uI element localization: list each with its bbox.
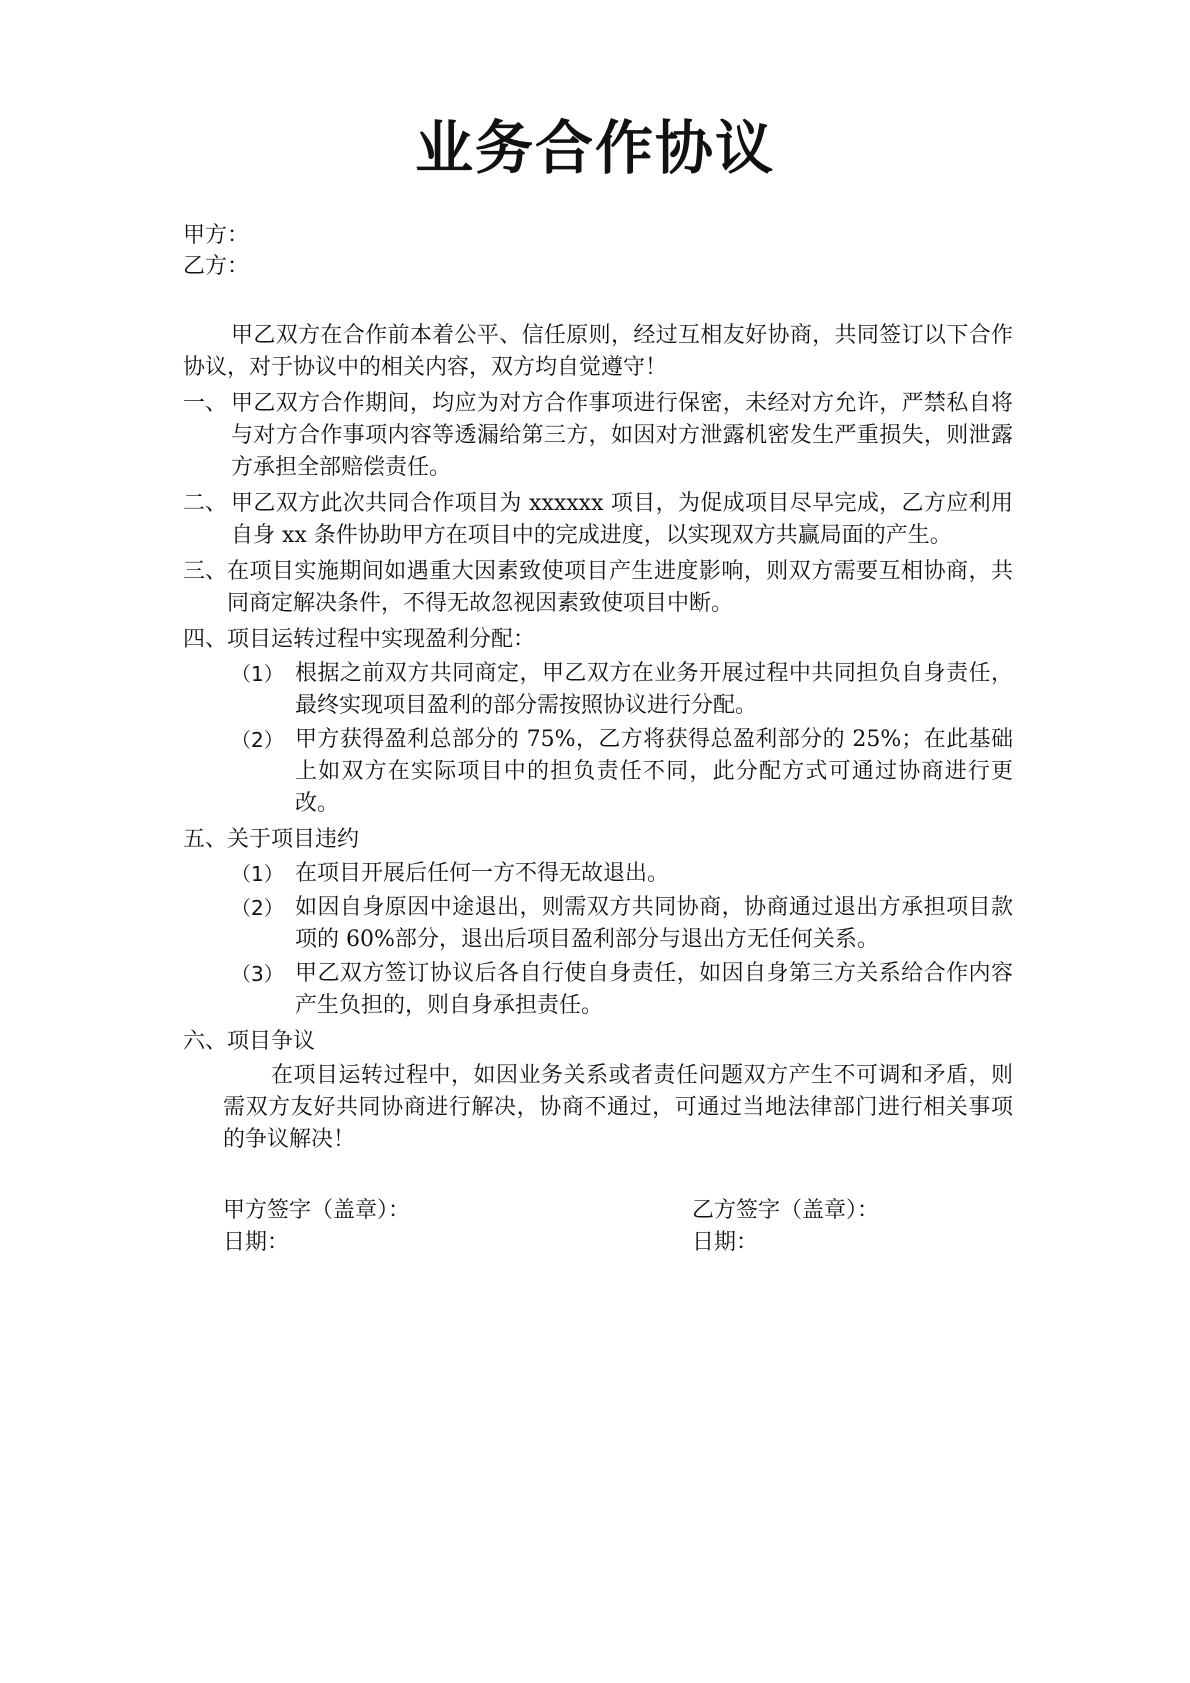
section-5-item-3 [183,958,1013,1022]
item-text: 如因自身原因中途退出，则需双方共同协商，协商通过退出方承担项目款项的 60%部分，退出后项目盈利部分与退出方无任何关系。 [295,895,1013,952]
clause-text: 甲乙双方合作期间，均应为对方合作事项进行保密，未经对方允许，严禁私自将与对方合作事项内容等透漏给第三方，如因对方泄露机密发生严重损失，则泄露方承担全部赔偿责任。 [231,391,1013,480]
section-6-heading: 六、项目争议 [183,1029,316,1054]
clause-text: 甲乙双方此次共同合作项目为 xxxxxx 项目，为促成项目尽早完成，乙方应利用自身 xx 条件协助甲方在项目中的完成进度，以实现双方共赢局面的产生。 [231,491,1013,548]
clause-number: 一、 [183,391,228,416]
clause-2 [183,488,1013,552]
section-5-item-1 [183,858,1013,890]
section-5-heading: 五、关于项目违约 [183,827,360,852]
clause-number: 三、 [183,559,228,584]
clause-text: 在项目实施期间如遇重大因素致使项目产生进度影响，则双方需要互相协商，共同商定解决条件，不得无故忽视因素致使项目中断。 [227,559,1013,616]
party-a-date-label: 日期： [223,1230,290,1255]
clause-number: 二、 [183,491,228,516]
intro-paragraph: 甲乙双方在合作前本着公平、信任原则，经过互相友好协商，共同签订以下合作协议，对于协议中的相关内容，双方均自觉遵守！ [183,323,1013,380]
spacer [183,282,1013,320]
party-b-date-label: 日期： [692,1230,759,1255]
item-number: （3） [231,962,284,986]
item-text: 甲乙双方签订协议后各自行使自身责任，如因自身第三方关系给合作内容产生负担的，则自身承担责任。 [295,961,1013,1018]
item-text: 在项目开展后任何一方不得无故退出。 [295,861,670,886]
party-a-label: 甲方： [183,223,250,248]
item-text: 根据之前双方共同商定，甲乙双方在业务开展过程中共同担负自身责任，最终实现项目盈利的部分需按照协议进行分配。 [295,661,1013,718]
section-6-text: 在项目运转过程中，如因业务关系或者责任问题双方产生不可调和矛盾，则需双方友好共同协商进行解决，协商不通过，可通过当地法律部门进行相关事项的争议解决！ [223,1063,1013,1152]
clause-1 [183,388,1013,484]
item-text: 甲方获得盈利总部分的 75%，乙方将获得总盈利部分的 25%；在此基础上如双方在实际项目中的担负责任不同，此分配方式可通过协商进行更改。 [295,727,1013,816]
document-title: 业务合作协议 [414,114,775,182]
item-number: （1） [231,862,284,886]
party-a-signature-label: 甲方签字（盖章）： [223,1198,411,1223]
section-4-heading: 四、项目运转过程中实现盈利分配： [183,627,536,652]
section-4-item-2 [183,724,1013,820]
section-4-item-1 [183,658,1013,722]
document-body [183,220,1013,1156]
party-a-signature-block [223,1195,410,1259]
item-number: （2） [231,896,284,920]
item-number: （2） [231,728,284,752]
party-b-label: 乙方： [183,254,250,279]
clause-3 [183,556,1013,620]
party-b-signature-block [692,1195,879,1259]
section-5-item-2 [183,892,1013,956]
party-b-signature-label: 乙方签字（盖章）： [692,1198,880,1223]
item-number: （1） [231,662,284,686]
